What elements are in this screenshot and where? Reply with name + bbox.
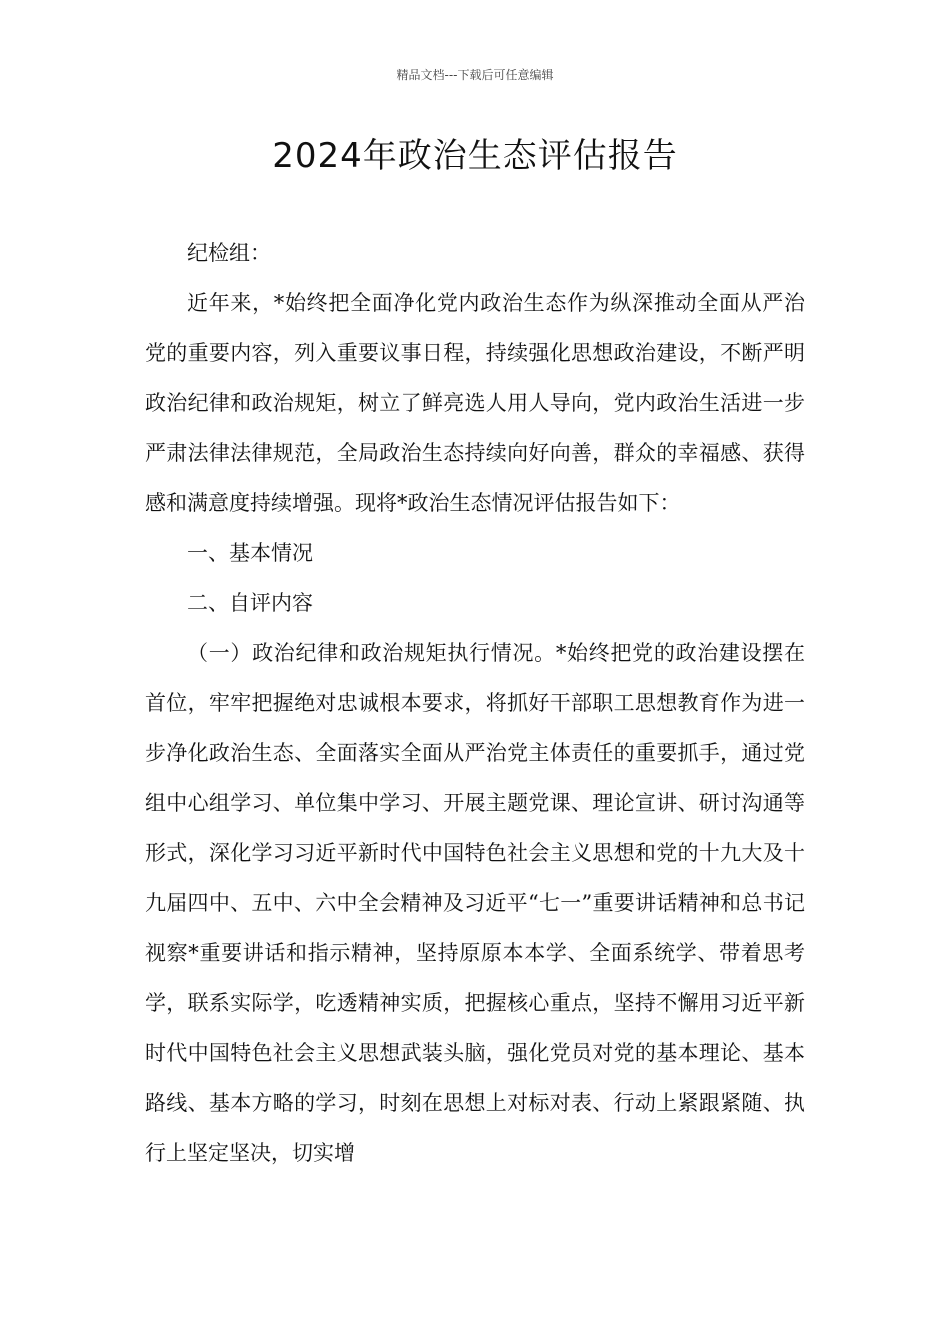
paragraph-intro: 近年来，*始终把全面净化党内政治生态作为纵深推动全面从严治党的重要内容，列入重要议事日程，持续强化思想政治建设，不断严明政治纪律和政治规矩，树立了鲜亮选人用人导向，党内政治生活进一步严肃法律法律规范，全局政治生态持续向好向善，群众的幸福感、获得感和满意度持续增强。现将*政治生态情况评估报告如下：	[145, 291, 805, 515]
document-title: 2024年政治生态评估报告	[272, 136, 678, 176]
document-body	[145, 228, 805, 1178]
header-note: 精品文档---下载后可任意编辑	[396, 68, 554, 82]
heading-self-evaluation: 二、自评内容	[187, 591, 313, 615]
paragraph-political-discipline: （一）政治纪律和政治规矩执行情况。*始终把党的政治建设摆在首位，牢牢把握绝对忠诚根本要求，将抓好干部职工思想教育作为进一步净化政治生态、全面落实全面从严治党主体责任的重要抓手，通过党组中心组学习、单位集中学习、开展主题党课、理论宣讲、研讨沟通等形式，深化学习习近平新时代中国特色社会主义思想和党的十九大及十九届四中、五中、六中全会精神及习近平“七一”重要讲话精神和总书记视察*重要讲话和指示精神，坚持原原本本学、全面系统学、带着思考学，联系实际学，吃透精神实质，把握核心重点，坚持不懈用习近平新时代中国特色社会主义思想武装头脑，强化党员对党的基本理论、基本路线、基本方略的学习，时刻在思想上对标对表、行动上紧跟紧随、执行上坚定坚决，切实增	[145, 641, 805, 1165]
heading-basic-situation: 一、基本情况	[187, 541, 313, 565]
paragraph-salutation: 纪检组：	[187, 241, 271, 265]
